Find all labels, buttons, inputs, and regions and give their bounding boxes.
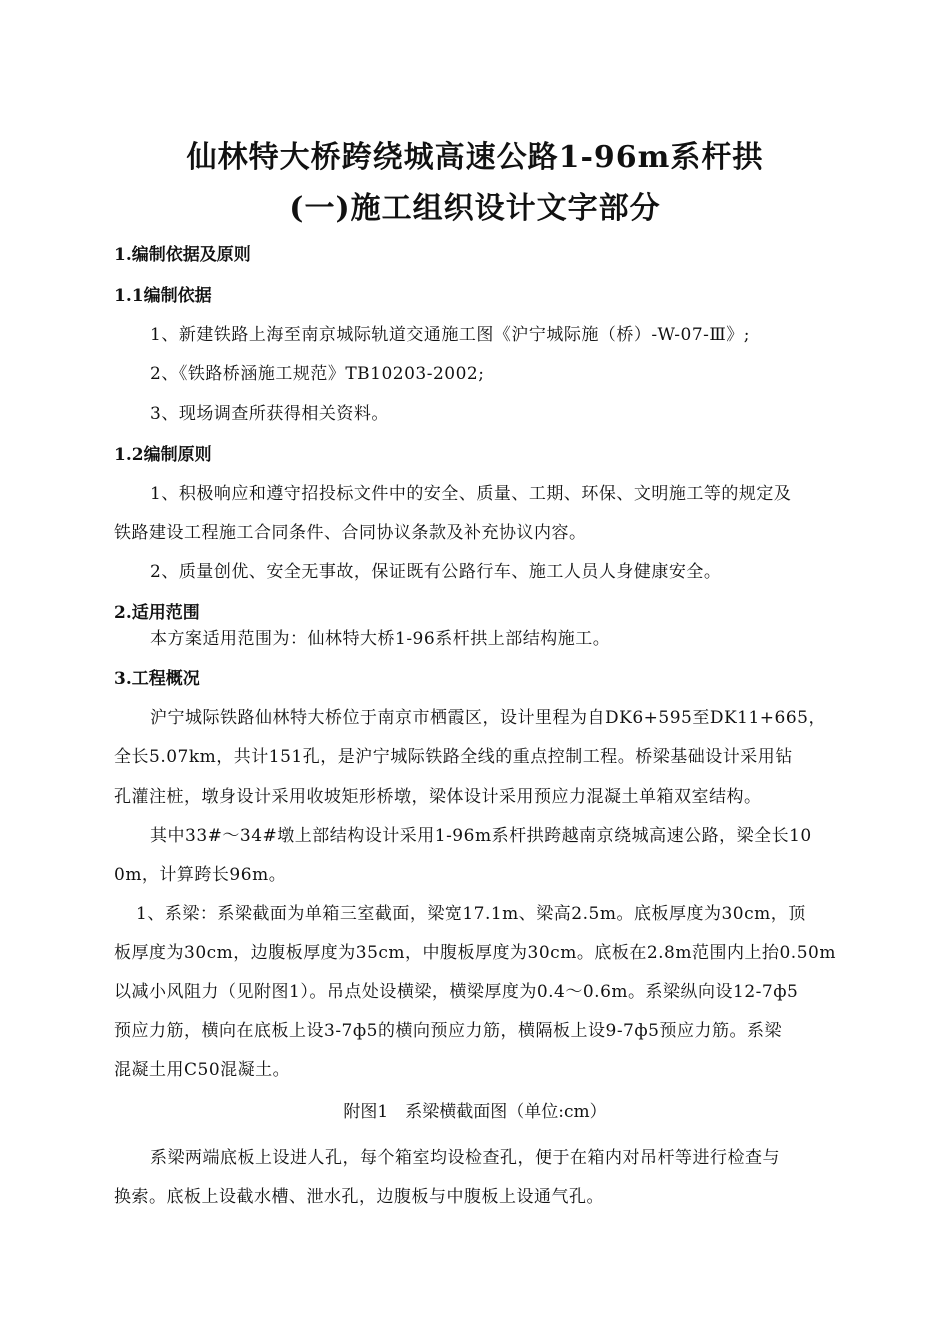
tie-beam-p-line-5: 混凝土用C50混凝土。	[114, 1060, 291, 1080]
basis-item-1: 1、新建铁路上海至南京城际轨道交通施工图《沪宁城际施（桥）-W-07-Ⅲ》;	[150, 325, 751, 345]
document-title-line-2: (一)施工组织设计文字部分	[289, 191, 661, 226]
section-1-heading: 1.编制依据及原则	[114, 245, 251, 265]
principle-item-2: 2、质量创优、安全无事故，保证既有公路行车、施工人员人身健康安全。	[150, 562, 722, 582]
section-2-heading: 2.适用范围	[114, 603, 200, 623]
section-1-1-heading: 1.1编制依据	[114, 286, 212, 306]
section-1-2-heading: 1.2编制原则	[114, 445, 212, 465]
document-title-line-1: 仙林特大桥跨绕城高速公路1-96m系杆拱	[186, 140, 764, 175]
tie-beam-detail-line-1: 系梁两端底板上设进人孔，每个箱室均设检查孔，便于在箱内对吊杆等进行检查与	[150, 1148, 780, 1168]
basis-item-3: 3、现场调查所获得相关资料。	[150, 404, 389, 424]
overview-p1-line-3: 孔灌注桩，墩身设计采用收坡矩形桥墩，梁体设计采用预应力混凝土单箱双室结构。	[114, 787, 762, 807]
principle-item-1-line-2: 铁路建设工程施工合同条件、合同协议条款及补充协议内容。	[114, 523, 587, 543]
principle-item-1-line-1: 1、积极响应和遵守招投标文件中的安全、质量、工期、环保、文明施工等的规定及	[150, 484, 792, 504]
overview-p2-line-2: 0m，计算跨长96m。	[114, 865, 287, 885]
overview-p1-line-2: 全长5.07km，共计151孔，是沪宁城际铁路全线的重点控制工程。桥梁基础设计采用钻	[114, 747, 793, 767]
overview-p1-line-1: 沪宁城际铁路仙林特大桥位于南京市栖霞区，设计里程为自DK6+595至DK11+665，	[150, 708, 826, 728]
overview-p2-line-1: 其中33#～34#墩上部结构设计采用1-96m系杆拱跨越南京绕城高速公路，梁全长10	[150, 826, 812, 846]
tie-beam-detail-line-2: 换索。底板上设截水槽、泄水孔，边腹板与中腹板上设通气孔。	[114, 1187, 604, 1207]
section-3-heading: 3.工程概况	[114, 669, 200, 689]
tie-beam-p-line-1: 1、系梁：系梁截面为单箱三室截面，梁宽17.1m、梁高2.5m。底板厚度为30cm，顶	[136, 904, 806, 924]
tie-beam-p-line-4: 预应力筋，横向在底板上设3-7ф5的横向预应力筋，横隔板上设9-7ф5预应力筋。系梁	[114, 1021, 782, 1041]
scope-text: 本方案适用范围为：仙林特大桥1-96系杆拱上部结构施工。	[150, 629, 611, 649]
tie-beam-p-line-3: 以减小风阻力（见附图1）。吊点处设横梁，横梁厚度为0.4～0.6m。系梁纵向设12-7ф5	[114, 982, 799, 1002]
basis-item-2: 2、《铁路桥涵施工规范》TB10203-2002;	[150, 364, 485, 384]
tie-beam-p-line-2: 板厚度为30cm，边腹板厚度为35cm，中腹板厚度为30cm。底板在2.8m范围内上抬0.50m	[114, 943, 836, 963]
figure-caption: 附图1 系梁横截面图（单位:cm）	[343, 1102, 607, 1122]
